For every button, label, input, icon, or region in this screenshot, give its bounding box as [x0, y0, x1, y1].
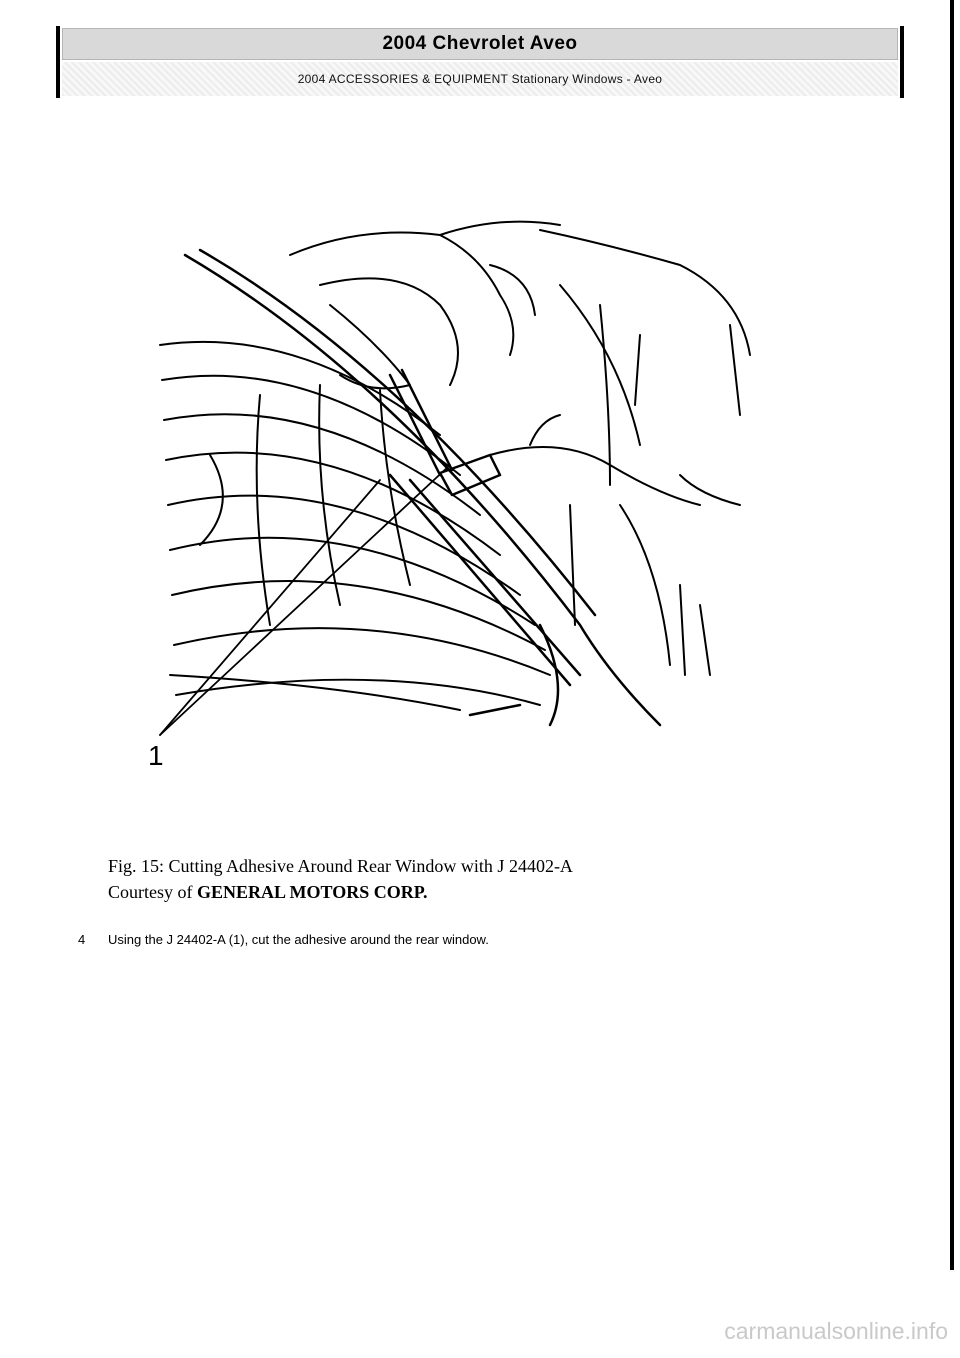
courtesy-source: GENERAL MOTORS CORP.	[197, 882, 428, 902]
callout-label: 1	[148, 740, 164, 771]
caption-line-2	[108, 879, 828, 905]
cutting-tool	[390, 370, 500, 495]
page-border-left	[56, 26, 60, 98]
figure-caption	[108, 853, 828, 905]
watermark: carmanualsonline.info	[724, 1318, 948, 1344]
step-number: 4	[78, 932, 86, 947]
page-border-right	[900, 26, 904, 98]
header-title: 2004 Chevrolet Aveo	[62, 28, 898, 60]
procedure-step	[78, 928, 878, 952]
caption-line-1: Fig. 15: Cutting Adhesive Around Rear Window with J 24402-A	[108, 856, 573, 876]
step-text: Using the J 24402-A (1), cut the adhesive around the rear window.	[108, 932, 489, 947]
callout-leaders	[160, 465, 450, 735]
header-subtitle: 2004 ACCESSORIES & EQUIPMENT Stationary Windows - Aveo	[62, 62, 898, 96]
rear-window-glass	[160, 342, 550, 710]
courtesy-prefix: Courtesy of	[108, 882, 197, 902]
rear-window-illustration	[140, 205, 760, 780]
figure-illustration	[140, 205, 760, 780]
document-header	[62, 28, 898, 96]
page-edge-rule	[950, 0, 954, 1270]
